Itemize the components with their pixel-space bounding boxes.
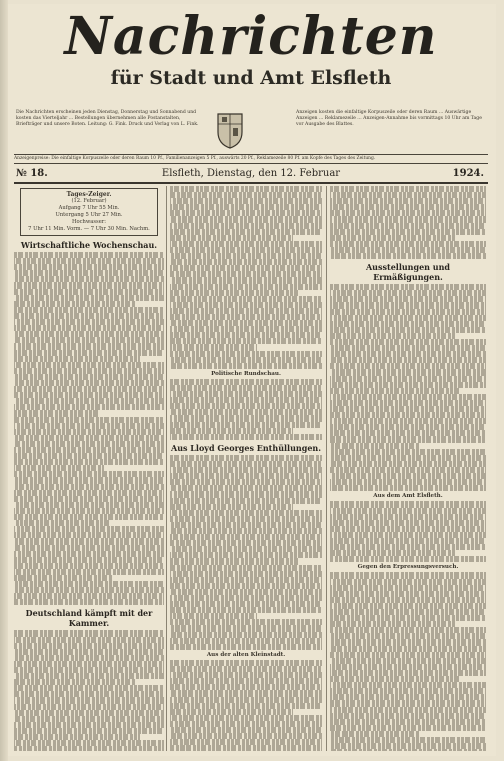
section-subhead: Politische Rundschau. bbox=[211, 370, 281, 377]
article-body bbox=[14, 252, 164, 605]
column-3 bbox=[330, 186, 486, 751]
almanac-line: Untergang 5 Uhr 27 Min. bbox=[55, 212, 123, 218]
dateline bbox=[14, 166, 488, 184]
column-rule bbox=[326, 186, 327, 751]
daily-almanac-box bbox=[20, 188, 158, 236]
article-headline: Ausstellungen und Ermäßigungen. bbox=[365, 262, 451, 283]
almanac-title: Tages-Zeiger. bbox=[66, 191, 112, 198]
article-headline: Aus Lloyd Georges Enthüllungen. bbox=[170, 442, 322, 453]
article-body bbox=[330, 284, 486, 491]
text-line bbox=[14, 599, 164, 605]
text-line bbox=[330, 485, 486, 491]
article-body bbox=[170, 455, 322, 650]
article-headline: Deutschland kämpft mit der Kammer. bbox=[25, 608, 153, 629]
article-headline: Wirtschaftliche Wochenschau. bbox=[20, 240, 158, 250]
text-line bbox=[170, 434, 322, 440]
issue-number: № 18. bbox=[16, 168, 48, 179]
article-body bbox=[330, 186, 486, 259]
almanac-line: Hochwasser: bbox=[71, 219, 107, 225]
info-bar bbox=[14, 110, 488, 152]
text-line bbox=[14, 746, 164, 751]
text-line bbox=[330, 253, 486, 259]
binding-edge bbox=[0, 0, 8, 761]
column-1 bbox=[14, 186, 164, 751]
text-line bbox=[170, 363, 322, 369]
ad-price-line: Anzeigenpreise: Die einfaltige Korpuszeile oder deren Raum 10 Pf., Familienanzeigen 5 Pf., auswärts 20 Pf., Reklamezeile 80 Pf. am Kopfe des Tages des Zeitung. bbox=[14, 154, 488, 164]
text-line bbox=[330, 749, 486, 751]
article-body bbox=[170, 186, 322, 369]
subscription-info: Die Nachrichten erscheinen jeden Dienstag, Donnerstag und Sonnabend und kosten das Vierteljahr ... Bestellungen übernehmen alle Postanstalten, Briefträger und unsere Boten. Leitung: G. Fink. Druck und Verlag von L. Fink. bbox=[16, 110, 199, 127]
advertising-info: Anzeigen kosten die einfaltige Korpuszeile oder deren Raum ... Auswärtige Anzeigen ... Reklamezeile ... Anzeigen-Annahme bis vormittags 10 Uhr am Tage vor Ausgabe des Blattes. bbox=[296, 110, 482, 127]
newspaper-subtitle: für Stadt und Amt Elsfleth bbox=[110, 67, 392, 89]
section-subhead: Aus der alten Kleinstadt. bbox=[206, 651, 286, 658]
newspaper-title: Nachrichten bbox=[64, 6, 438, 67]
almanac-line: Aufgang 7 Uhr 55 Min. bbox=[58, 205, 120, 211]
article-body bbox=[170, 660, 322, 751]
column-2 bbox=[170, 186, 322, 751]
article-body bbox=[330, 572, 486, 751]
article-body bbox=[14, 630, 164, 751]
masthead bbox=[14, 8, 488, 90]
place-and-date: Elsfleth, Dienstag, den 12. Februar bbox=[161, 168, 341, 179]
text-line bbox=[170, 644, 322, 650]
section-subhead: Gegen den Erpressungsversuch. bbox=[357, 564, 459, 571]
coat-of-arms-icon bbox=[215, 110, 245, 150]
section-subhead: Aus dem Amt Elsfleth. bbox=[373, 493, 443, 500]
text-line bbox=[330, 556, 486, 562]
almanac-line: 7 Uhr 11 Min. Vorm. — 7 Uhr 30 Min. Nachm. bbox=[28, 226, 150, 232]
article-body bbox=[170, 379, 322, 440]
article-body bbox=[330, 501, 486, 562]
almanac-date: (12. Februar) bbox=[71, 198, 107, 204]
issue-year: 1924. bbox=[452, 168, 484, 179]
text-line bbox=[170, 745, 322, 751]
column-rule bbox=[166, 186, 167, 751]
